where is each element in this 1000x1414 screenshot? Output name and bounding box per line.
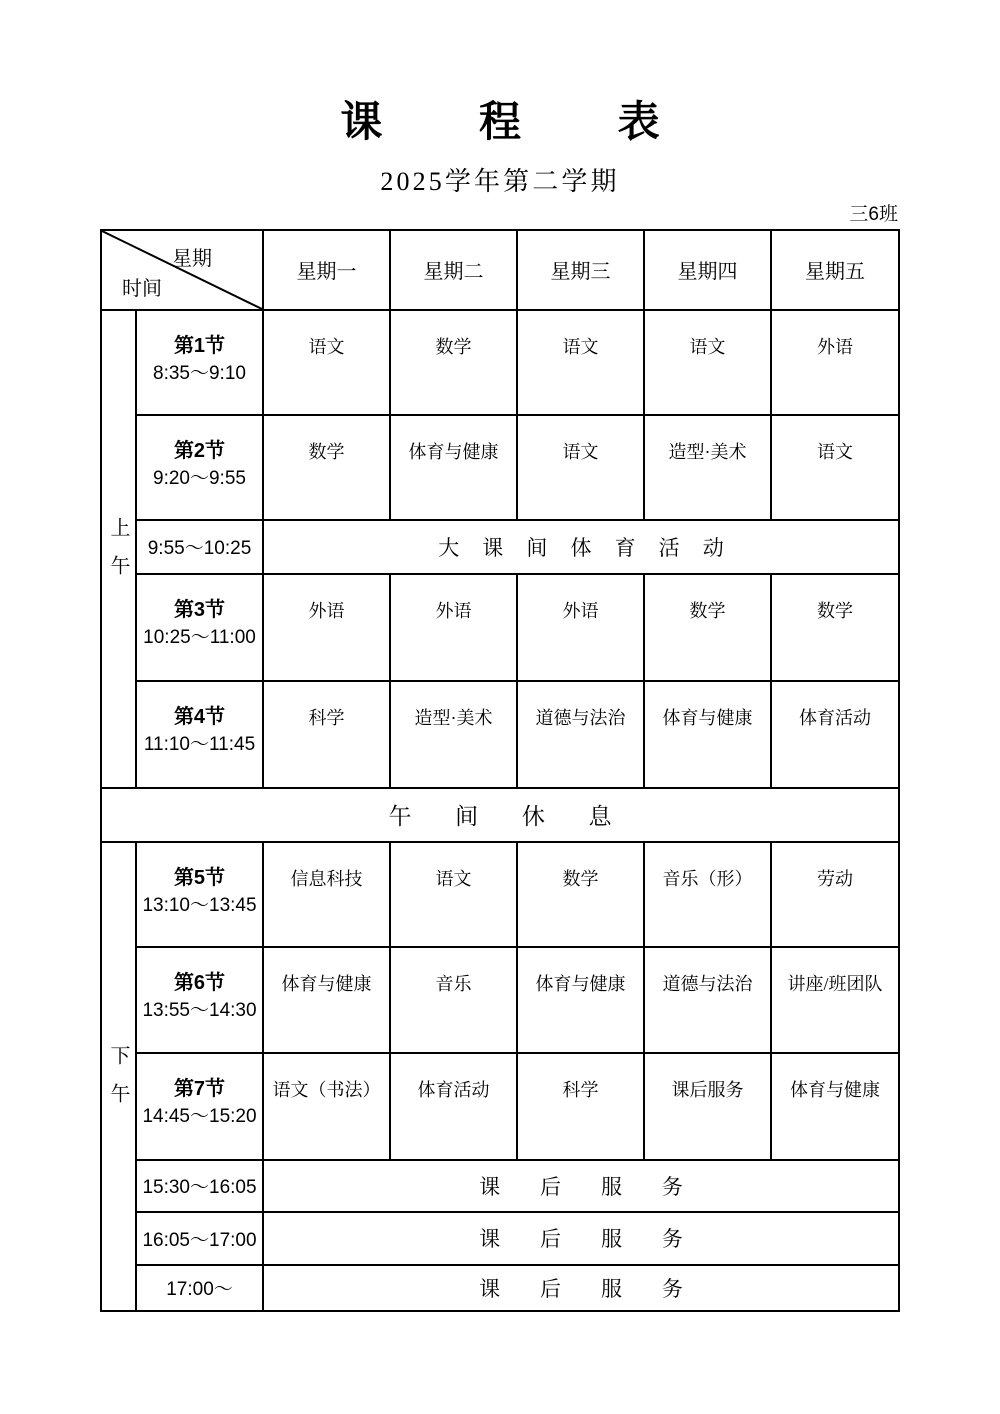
period-name: 第2节 [173, 439, 226, 462]
subject-cell: 数学 [644, 574, 771, 681]
time-cell: 16:05～17:00 [136, 1212, 263, 1265]
time-cell [136, 310, 263, 415]
day-header-monday: 星期一 [263, 230, 390, 310]
page-subtitle: 2025学年第二学期 [380, 167, 620, 197]
time-cell [136, 947, 263, 1053]
subject-cell: 体育与健康 [263, 947, 390, 1053]
day-header-tuesday: 星期二 [390, 230, 517, 310]
row-after-school-1 [101, 1160, 899, 1212]
period-time: 13:55～14:30 [142, 999, 257, 1021]
header-row [101, 230, 899, 310]
subject-cell: 语文 [644, 310, 771, 415]
time-cell [136, 681, 263, 788]
row-period-7 [101, 1053, 899, 1160]
subject-cell: 语文 [390, 842, 517, 947]
corner-cell [101, 230, 263, 310]
after-school-label: 课后服务 [479, 1276, 723, 1301]
period-name: 第6节 [173, 971, 226, 994]
subject-cell: 科学 [517, 1053, 644, 1160]
period-time: 13:10～13:45 [142, 894, 257, 916]
day-header-thursday: 星期四 [644, 230, 771, 310]
row-period-3 [101, 574, 899, 681]
period-time: 14:45～15:20 [142, 1105, 257, 1127]
class-label: 三6班 [849, 203, 898, 225]
period-time: 10:25～11:00 [143, 626, 256, 648]
morning-section-label [101, 310, 136, 788]
time-cell: 17:00～ [136, 1265, 263, 1311]
time-cell [136, 574, 263, 681]
period-name: 第1节 [173, 334, 226, 357]
page-title-text: 课程表 [340, 100, 757, 146]
subject-cell: 语文 [517, 415, 644, 520]
row-after-school-3 [101, 1265, 899, 1311]
period-time: 11:10～11:45 [143, 733, 256, 755]
time-cell: 9:55～10:25 [136, 520, 263, 574]
time-cell: 15:30～16:05 [136, 1160, 263, 1212]
subject-cell: 信息科技 [263, 842, 390, 947]
row-period-4 [101, 681, 899, 788]
subject-cell: 语文 [771, 415, 899, 520]
subject-cell: 外语 [771, 310, 899, 415]
subject-cell: 外语 [390, 574, 517, 681]
subject-cell: 课后服务 [644, 1053, 771, 1160]
row-period-2 [101, 415, 899, 520]
lunch-break-cell [101, 788, 899, 842]
subject-cell: 音乐（形） [644, 842, 771, 947]
time-cell [136, 415, 263, 520]
after-school-label: 课后服务 [479, 1174, 723, 1199]
subject-cell: 体育与健康 [517, 947, 644, 1053]
subject-cell: 体育与健康 [390, 415, 517, 520]
subject-cell: 外语 [517, 574, 644, 681]
subject-cell: 劳动 [771, 842, 899, 947]
day-header-wednesday: 星期三 [517, 230, 644, 310]
row-period-5 [101, 842, 899, 947]
subject-cell: 体育与健康 [644, 681, 771, 788]
row-period-1 [101, 310, 899, 415]
morning-break-label: 大课间体育活动 [438, 535, 747, 560]
period-name: 第7节 [173, 1077, 226, 1100]
row-lunch-break [101, 788, 899, 842]
subject-cell: 讲座/班团队 [771, 947, 899, 1053]
subject-cell: 造型·美术 [390, 681, 517, 788]
subject-cell: 数学 [263, 415, 390, 520]
subject-cell: 造型·美术 [644, 415, 771, 520]
subject-cell: 科学 [263, 681, 390, 788]
subject-cell: 外语 [263, 574, 390, 681]
row-after-school-2 [101, 1212, 899, 1265]
subject-cell: 语文（书法） [263, 1053, 390, 1160]
subject-cell: 语文 [517, 310, 644, 415]
subject-cell: 体育与健康 [771, 1053, 899, 1160]
period-time: 9:20～9:55 [153, 467, 246, 489]
after-school-cell [263, 1212, 899, 1265]
day-header-friday: 星期五 [771, 230, 899, 310]
morning-label-text: 上午 [107, 517, 129, 594]
subject-cell: 体育活动 [771, 681, 899, 788]
after-school-cell [263, 1265, 899, 1311]
subject-cell: 音乐 [390, 947, 517, 1053]
timetable [100, 229, 900, 1312]
subject-cell: 数学 [517, 842, 644, 947]
period-name: 第3节 [173, 598, 226, 621]
afternoon-label-text: 下午 [107, 1044, 129, 1121]
row-morning-break [101, 520, 899, 574]
morning-break-cell [263, 520, 899, 574]
period-name: 第5节 [173, 866, 226, 889]
corner-week-label: 星期 [172, 247, 212, 270]
lunch-break-label: 午间休息 [388, 804, 656, 830]
subject-cell: 数学 [390, 310, 517, 415]
subject-cell: 道德与法治 [517, 681, 644, 788]
subject-cell: 数学 [771, 574, 899, 681]
afternoon-section-label [101, 842, 136, 1311]
corner-time-label: 时间 [122, 277, 162, 300]
row-period-6 [101, 947, 899, 1053]
after-school-cell [263, 1160, 899, 1212]
subject-cell: 语文 [263, 310, 390, 415]
after-school-label: 课后服务 [479, 1227, 723, 1252]
time-cell [136, 842, 263, 947]
subject-cell: 体育活动 [390, 1053, 517, 1160]
page-title [0, 0, 1000, 146]
period-name: 第4节 [173, 705, 226, 728]
period-time: 8:35～9:10 [153, 362, 246, 384]
subject-cell: 道德与法治 [644, 947, 771, 1053]
time-cell [136, 1053, 263, 1160]
